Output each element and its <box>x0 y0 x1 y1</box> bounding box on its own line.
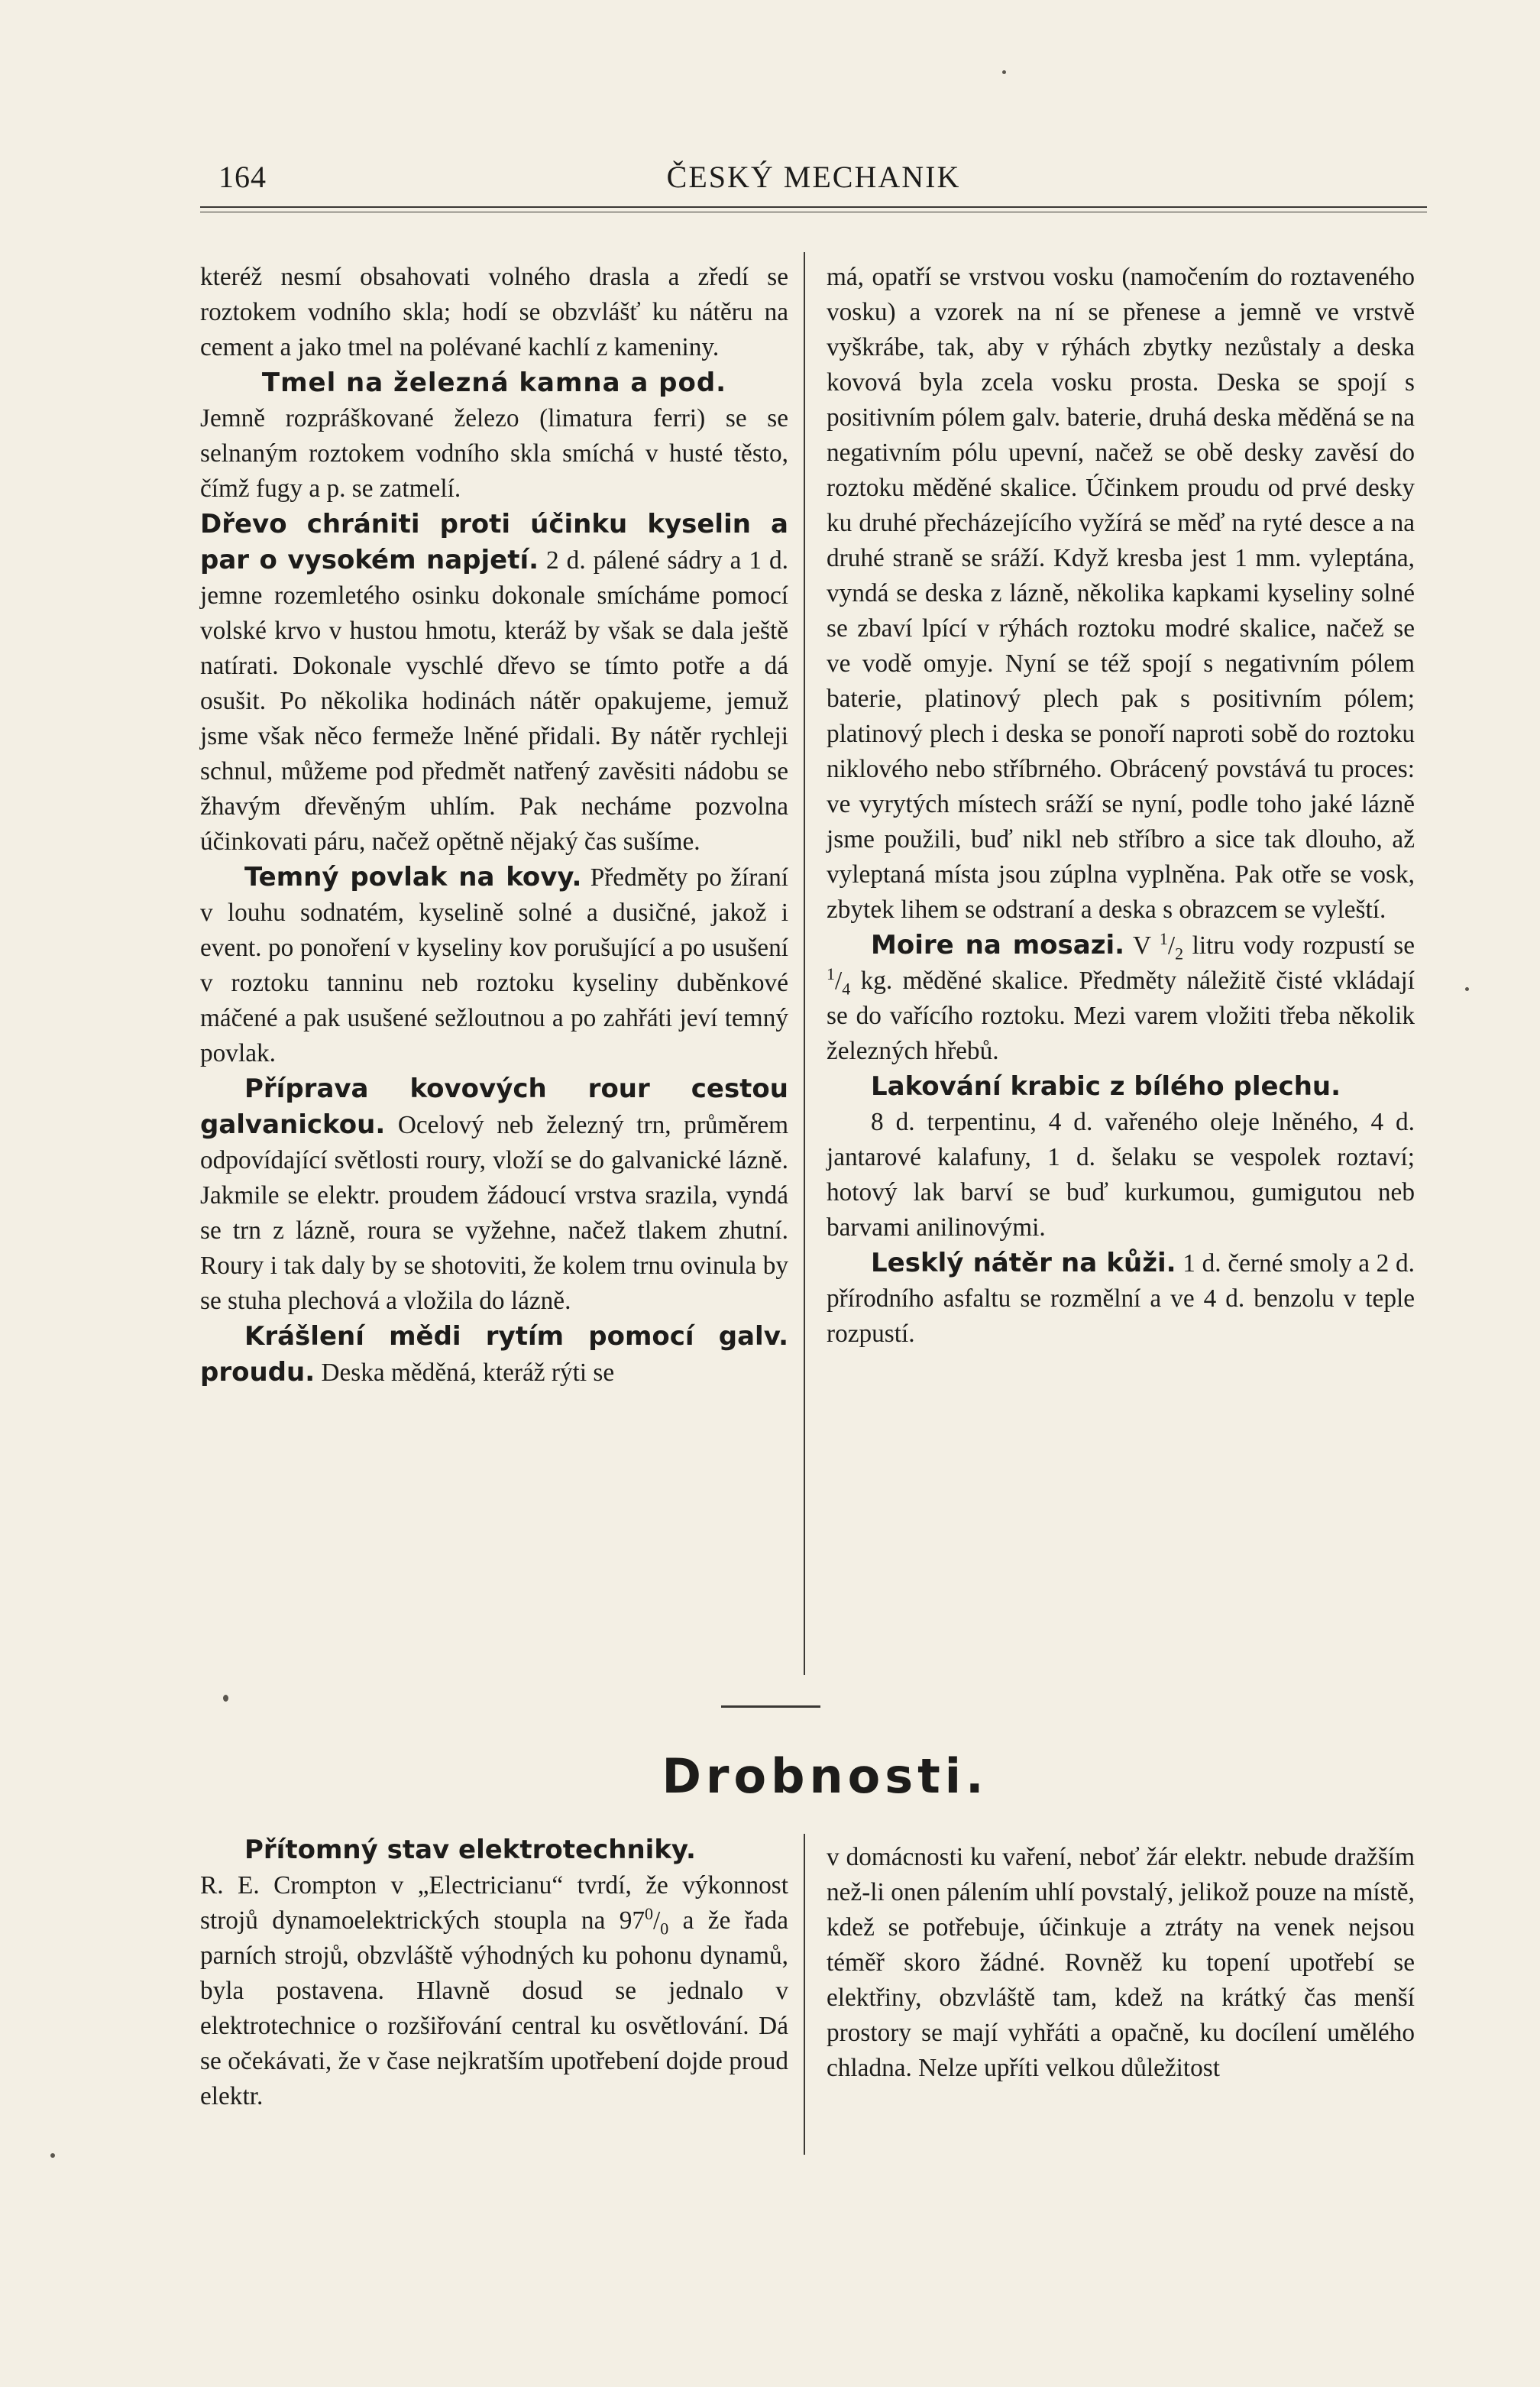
fraction-quarter-numerator: 1 <box>827 964 835 983</box>
right-heading-leskly-nater: Lesklý nátěr na kůži. <box>871 1248 1176 1278</box>
bottom-left-column: Přítomný stav elektrotechniky. R. E. Crompton v „Electricianu“ tvrdí, že výkonnost strojů dynamoelektrických stoupla na $97^0/_0$ a že řada parních strojů, obzvláště výhodných ku pohonu dynamů, byla postavena. Hlavně dosud se jednalo v elektrotechnice o rozšiřování central ku osvětlování. Dá se očekávati, že v čase nejkratším upotřebení dojde proud elektr. <box>200 1835 789 2110</box>
left-paragraph-4: Předměty po žíraní v louhu sodnatém, kyselině solné a dusičné, jakož i event. po ponoření v kyseliny kov porušující a po usušení v roztoku tanninu neb roztoku kyseliny duběnkové máčené a pak usušené sežloutnou a po zahřáti jeví temný povlak. <box>200 863 788 1067</box>
left-heading-drevo: Dřevo chrániti proti účinku kyselin a par o vysokém napjetí. <box>200 509 788 575</box>
left-paragraph-3: 2 d. pálené sádry a 1 d. jemne rozemletého osinku dokonale smícháme pomocí volské krvo v hustou hmotu, kteráž by však se dala ještě natírati. Dokonale vyschlé dřevo se tímto potře a dá osušit. Po několika hodinách nátěr opakujeme, jemuž jsme však něco fermeže lněné přidali. By nátěr rychleji schnul, můžeme pod předmět natřený zavěsiti nádobu se žhavým dřevěným uhlím. Pak necháme pozvolna účinkovati páru, načež opětně nějaký čas sušíme. <box>200 546 788 856</box>
section-title: Drobnosti. <box>662 1748 988 1804</box>
percent-circle: 0 <box>645 1903 654 1923</box>
scan-speck <box>223 1695 228 1702</box>
left-heading-temny-povlak: Temný povlak na kovy. <box>244 862 582 892</box>
left-heading-priprava: Příprava kovových rour cestou galvanickou. <box>200 1074 788 1140</box>
left-heading-krasleni: Krášlení mědi rytím pomocí galv. proudu. <box>200 1321 788 1388</box>
page-number: 164 <box>218 160 267 194</box>
right-paragraph-4: 1 d. černé smoly a 2 d. přírodního asfaltu se rozmělní a ve 4 d. benzolu v teple rozpustí. <box>827 1249 1415 1348</box>
right-paragraph-2c: kg. měděné skalice. Předměty náležitě čisté vkládají se do vařícího roztoku. Mezi varem vložiti třeba několik železných hřebů. <box>827 967 1415 1065</box>
left-paragraph-1: kteréž nesmí obsahovati volného drasla a zředí se roztokem vodního skla; hodí se obzvlášť ku nátěru na cement a jako tmel na polévané kachlí z kameniny. <box>200 263 788 361</box>
bottom-right-column <box>827 1840 1415 2176</box>
fraction-half-numerator: 1 <box>1159 928 1168 948</box>
column-divider-bottom <box>804 1834 805 2155</box>
column-divider-top <box>804 252 805 1675</box>
left-paragraph-6: Deska měděná, kteráž rýti se <box>321 1359 615 1387</box>
bottom-heading-pritomny-stav: Přítomný stav elektrotechniky. <box>244 1835 696 1865</box>
right-paragraph-1: má, opatří se vrstvou vosku (namočením do roztaveného vosku) a vzorek na ní se přenese a jemně ve vrstvě vyškrábe, tak, aby v rýhách zbytky nezůstaly a deska kovová byla zcela vosku prosta. Deska se spojí s positivním pólem galv. baterie, druhá deska měděná se na negativním pólu upevní, načež se obě desky zavěsí do roztoku měděné skalice. Účinkem proudu od prvé desky ku druhé přecházejícího vyžírá se měď na ryté desce a na druhé straně se sráží. Když kresba jest 1 mm. vyleptána, vyndá se deska z lázně, několika kapkami kyseliny solné se zbaví lpící v rýhách roztoku modré skalice, načež se ve vodě omyje. Nyní se též spojí s negativním pólem baterie, platinový plech pak s positivním pólem; platinový plech i deska se ponoří naproti sobě do roztoku niklového nebo stříbrného. Obrácený povstává tu proces: ve vyrytých místech sráží se nyní, podle toho jaké lázně jsme použili, buď nikl neb stříbro a sice tak dlouho, až vyleptaná místa jsou zúplna vyplněna. Pak otře se vosk, zbytek lihem se odstraní a deska s obrazcem se vyleští. <box>827 263 1415 924</box>
scan-speck <box>1002 70 1006 74</box>
right-heading-moire: Moire na mosazi. <box>871 930 1125 960</box>
left-column <box>200 260 788 1658</box>
right-paragraph-2b: litru vody rozpustí se <box>1192 931 1415 960</box>
left-paragraph-2: Jemně rozpráškované železo (limatura ferri) se se selnaným roztokem vodního skla smíchá v husté těsto, čímž fugy a p. se zatmelí. <box>200 404 788 503</box>
right-column: má, opatří se vrstvou vosku (namočením do roztaveného vosku) a vzorek na ní se přenese a jemně ve vrstvě vyškrábe, tak, aby v rýhách zbytky nezůstaly a deska kovová byla zcela vosku prosta. Deska se spojí s positivním pólem galv. baterie, druhá deska měděná se na negativním pólu upevní, načež se obě desky zavěsí do roztoku měděné skalice. Účinkem proudu od prvé desky ku druhé přecházejícího vyžírá se měď na ryté desce a na druhé straně se sráží. Když kresba jest 1 mm. vyleptána, vyndá se deska z lázně, několika kapkami kyseliny solné se zbaví lpící v rýhách roztoku modré skalice, načež se ve vodě omyje. Nyní se též spojí s negativním pólem baterie, platinový plech pak s positivním pólem; platinový plech i deska se ponoří naproti sobě do roztoku niklového nebo stříbrného. Obrácený povstává tu proces: ve vyrytých místech sráží se nyní, podle toho jaké lázně jsme použili, buď nikl neb stříbro a sice tak dlouho, až vyleptaná místa jsou zúplna vyplněna. Pak otře se vosk, zbytek lihem se odstraní a deska s obrazcem se vyleští. Moire na mosazi. V $^1/_2$ litru vody rozpustí se $^1/_4$ kg. měděné skalice. Předměty náležitě čisté vkládají se do vařícího roztoku. Mezi varem vložiti třeba několik železných hřebů. Lakování krabic z bílého plechu. 8 d. terpentinu, 4 d. vařeného oleje lněného, 4 d. jantarové kalafuny, 1 d. šelaku se vespolek roztaví; hotový lak barví se buď kurkumou, gumigutou neb barvami anilinovými. Lesklý nátěr na kůži. 1 d. černé smoly a 2 d. přírodního asfaltu se rozmělní a ve 4 d. benzolu v teple rozpustí. <box>827 260 1415 1628</box>
right-paragraph-3: 8 d. terpentinu, 4 d. vařeného oleje lněného, 4 d. jantarové kalafuny, 1 d. šelaku se vespolek roztaví; hotový lak barví se buď kurkumou, gumigutou neb barvami anilinovými. <box>827 1108 1415 1242</box>
scan-speck <box>1465 987 1469 991</box>
page-header <box>200 153 1427 199</box>
fraction-quarter-denominator: 4 <box>842 979 851 999</box>
bottom-left-paragraph-a: R. E. Crompton v „Electricianu“ tvrdí, že výkonnost strojů dynamoelektrických stoupla na 97 <box>200 1871 788 1935</box>
section-separator-rule <box>721 1705 820 1708</box>
fraction-half-denominator: 2 <box>1175 944 1184 964</box>
right-heading-lakovani: Lakování krabic z bílého plechu. <box>871 1071 1341 1102</box>
right-paragraph-2a: V <box>1132 931 1151 960</box>
header-rule-top <box>200 206 1427 208</box>
bottom-right-paragraph: v domácnosti ku vaření, neboť žár elektr. nebude dražším než-li onen pálením uhlí povstalý, jelikož pouze na místě, kdež se potřebuje, účinkuje a ztráty na venek nejsou téměř skoro žádné. Rovněž ku topení upotřebí se elektřiny, obzvláště tam, kdež na krátký čas menší prostory se mají vyhřáti a opačně, ku docílení umělého chladna. Nelze upříti velkou důležitost <box>827 1843 1415 2082</box>
left-paragraph-5: Ocelový neb železný trn, průměrem odpovídající světlosti roury, vloží se do galvanické lázně. Jakmile se elektr. proudem žádoucí vrstva srazila, vyndá se trn z lázně, roura se vyžehne, načež tlakem zhutní. Roury i tak daly by se shotoviti, že kolem trnu ovinula by se stuha plechová a vložila do lázně. <box>200 1111 788 1315</box>
left-heading-tmel: Tmel na železná kamna a pod. <box>261 368 727 398</box>
scan-speck <box>50 2153 55 2158</box>
bottom-left-paragraph-b: a že řada parních strojů, obzvláště výhodných ku pohonu dynamů, byla postavena. Hlavně dosud se jednalo v elektrotechnice o rozšiřování central ku osvětlování. Dá se očekávati, že v čase nejkratším upotřebení dojde proud elektr. <box>200 1906 789 2110</box>
running-title: ČESKÝ MECHANIK <box>666 160 961 194</box>
